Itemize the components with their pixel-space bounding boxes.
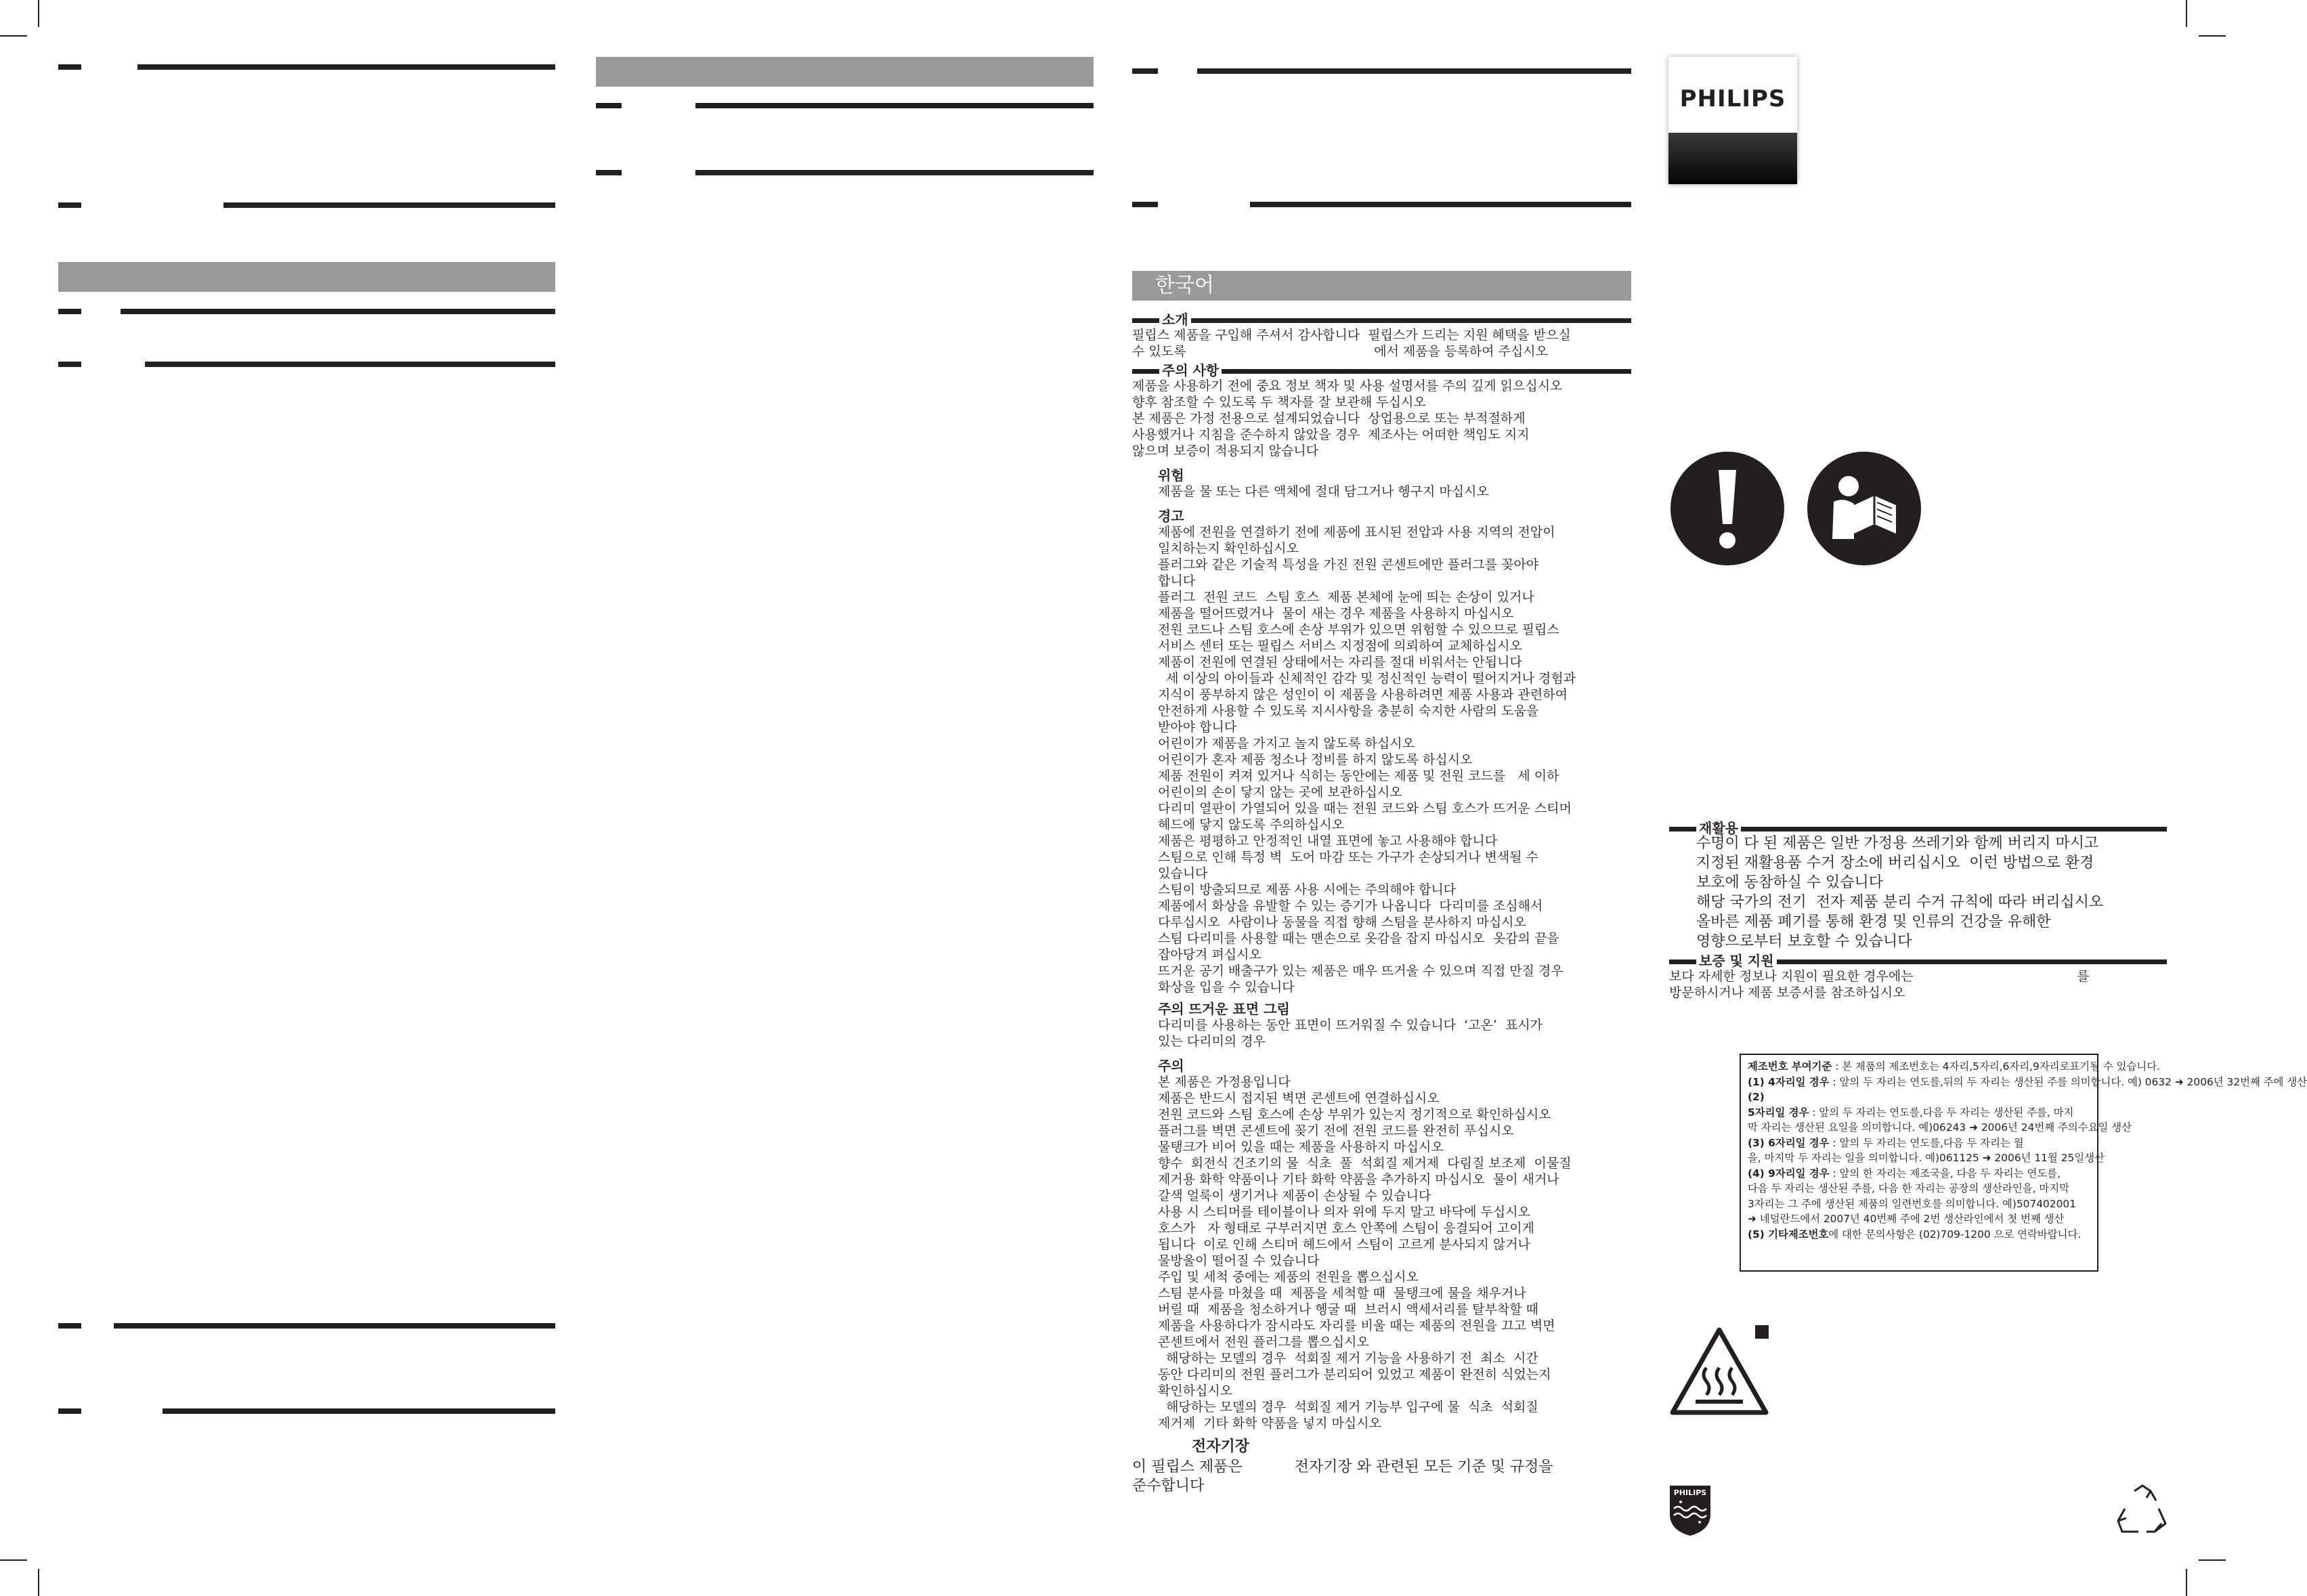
crop-mark <box>0 35 27 37</box>
section-recycling <box>1669 821 2167 836</box>
caution-line: 제거제 기타 화학 약품을 넣지 마십시오 <box>1158 1416 1381 1431</box>
recycling-line: 올바른 제품 폐기를 통해 환경 및 인류의 건강을 유해한 <box>1696 913 2051 930</box>
caution-line: 전원 코드와 스팀 호스에 손상 부위가 있는지 정기적으로 확인하십시오 <box>1158 1107 1551 1122</box>
caution-line: 버릴 때 제품을 청소하거나 헹굴 때 브러시 액세서리를 탈부착할 때 <box>1158 1302 1538 1317</box>
placeholder-rule <box>223 202 555 208</box>
recycling-line: 보호에 동참하실 수 있습니다 <box>1696 874 1884 891</box>
production-code-bold: (5) 기타제조번호 <box>1748 1228 1829 1241</box>
warning-line: 스팀으로 인해 특정 벽 도어 마감 또는 가구가 손상되거나 변색될 수 <box>1158 850 1538 865</box>
recycle-icon <box>2114 1483 2171 1537</box>
production-code-line <box>1748 1090 2090 1105</box>
caution-line: 동안 다리미의 전원 플러그가 분리되어 있었고 제품이 완전히 식었는지 <box>1158 1367 1551 1382</box>
caution-line: 제품을 사용하다가 잠시라도 자리를 비울 때는 제품의 전원을 끄고 벽면 <box>1158 1318 1555 1333</box>
section-title: 소개 <box>1159 312 1191 327</box>
intro-line: 필립스 제품을 구입해 주셔서 감사합니다 필립스가 드리는 지원 혜택을 받으실 <box>1132 328 1571 343</box>
hot-surface-line: 다리미를 사용하는 동안 표면이 뜨거워질 수 있습니다 ‘고온’ 표시가 <box>1158 1018 1543 1033</box>
emf-title: 전자기장 <box>1192 1438 1250 1455</box>
warning-line: 안전하게 사용할 수 있도록 지시사항을 충분히 숙지한 사람의 도움을 <box>1158 704 1539 718</box>
production-code-line <box>1748 1150 2105 1166</box>
section-title: 주의 사항 <box>1159 363 1222 378</box>
placeholder-tag <box>58 362 81 367</box>
danger-title: 위험 <box>1158 467 1184 483</box>
caution-line: 물방울이 떨어질 수 있습니다 <box>1158 1253 1320 1268</box>
production-code-text: ➜ 네덜란드에서 2007년 40번째 주에 2번 생산라인에서 첫 번째 생산 <box>1748 1213 2065 1225</box>
caution-line: 됩니다 이로 인해 스티머 헤드에서 스팀이 고르게 분사되지 않거나 <box>1158 1237 1530 1252</box>
production-code-box <box>1740 1054 2307 1272</box>
crop-mark <box>38 1569 39 1596</box>
philips-shield-icon <box>1667 1483 1713 1537</box>
caution-line: 갈색 얼룩이 생기거나 제품이 손상될 수 있습니다 <box>1158 1188 1431 1203</box>
warning-line: 세 이상의 아이들과 신체적인 감각 및 정신적인 능력이 떨어지거나 경험과 <box>1158 671 1576 686</box>
placeholder-rule <box>163 1408 555 1414</box>
warning-line: 일치하는지 확인하십시오 <box>1158 541 1299 556</box>
brand-wordmark: PHILIPS <box>1679 85 1786 112</box>
production-code-bold: (4) 9자리일 경우 <box>1748 1167 1830 1180</box>
placeholder-tag <box>596 103 622 108</box>
placeholder-rule <box>1197 68 1631 74</box>
production-code-text: : 앞의 한 자리는 제조국을, 다음 두 자리는 연도를, <box>1829 1167 2061 1180</box>
placeholder-tag <box>58 309 81 314</box>
hot-surface-line: 있는 다리미의 경우 <box>1158 1034 1266 1049</box>
important-line: 제품을 사용하기 전에 중요 정보 책자 및 사용 설명서를 주의 깊게 읽으십시오 <box>1132 379 1563 393</box>
crop-mark <box>38 0 39 27</box>
warning-line: 어린이가 혼자 제품 청소나 정비를 하지 않도록 하십시오 <box>1158 752 1473 767</box>
placeholder-tag <box>58 64 81 70</box>
warning-line: 어린이의 손이 닿지 않는 곳에 보관하십시오 <box>1158 785 1402 800</box>
production-code-text: : 본 제품의 제조번호는 4자리,5자리,6자리,9자리로 <box>1832 1060 2070 1073</box>
crop-mark <box>2199 1559 2226 1561</box>
warning-line: 제품은 평평하고 안정적인 내열 표면에 놓고 사용해야 합니다 <box>1158 834 1498 848</box>
warning-line: 잡아당겨 펴십시오 <box>1158 947 1262 962</box>
warning-line: 스팀이 방출되므로 제품 사용 시에는 주의해야 합니다 <box>1158 882 1457 897</box>
warning-line: 제품을 떨어뜨렸거나 물이 새는 경우 제품을 사용하지 마십시오 <box>1158 606 1514 621</box>
section-intro <box>1132 312 1631 327</box>
warning-line: 플러그 전원 코드 스팀 호스 제품 본체에 눈에 띄는 손상이 있거나 <box>1158 590 1534 605</box>
production-code-bold: (1) 4자리일 경우 <box>1748 1075 1830 1088</box>
caution-line: 해당하는 모델의 경우 석회질 제거 기능을 사용하기 전 최소 시간 <box>1158 1351 1538 1366</box>
warning-line: 다루십시오 사람이나 동물을 직접 향해 스팀을 분사하지 마십시오 <box>1158 915 1526 930</box>
warning-line: 제품이 전원에 연결된 상태에서는 자리를 절대 비워서는 안됩니다 <box>1158 655 1522 670</box>
placeholder-rule <box>695 170 1094 175</box>
production-code-text: 을, 마지막 두 자리는 일을 의미합니다. 예)061125 ➜ 2006년 11월 25일 <box>1748 1152 2085 1164</box>
production-code-line <box>1748 1059 2161 1075</box>
production-code-text: 리는 생산된 주를 의미합니다. 예) 0632 ➜ 2006년 32번째 주에 생산 <box>1990 1075 2307 1088</box>
caution-line: 주입 및 세척 중에는 제품의 전원을 뽑으십시오 <box>1158 1270 1419 1285</box>
production-code-text: : 앞의 두 자리는 연도를,뒤의 두 자 <box>1829 1075 1991 1088</box>
important-line: 사용했거나 지침을 준수하지 않았을 경우 제조사는 어떠한 책임도 지지 <box>1132 427 1530 442</box>
warning-line: 제품에 전원을 연결하기 전에 제품에 표시된 전압과 사용 지역의 전압이 <box>1158 525 1555 540</box>
warning-line: 스팀 다리미를 사용할 때는 맨손으로 옷감을 잡지 마십시오 옷감의 끝을 <box>1158 931 1559 946</box>
caution-line: 확인하십시오 <box>1158 1383 1233 1398</box>
section-important <box>1132 363 1631 378</box>
warranty-line: 보다 자세한 정보나 지원이 필요한 경우에는 를 <box>1669 969 2090 984</box>
production-code-line <box>1748 1120 2132 1136</box>
important-line: 않으며 보증이 적용되지 않습니다 <box>1132 444 1319 458</box>
warning-icon <box>1670 451 1785 566</box>
section-title: 재활용 <box>1696 821 1741 836</box>
recycling-line: 수명이 다 된 제품은 일반 가정용 쓰레기와 함께 버리지 마시고 <box>1696 835 2099 852</box>
language-header: 한국어 <box>1132 271 1631 301</box>
placeholder-rule <box>695 103 1094 108</box>
caution-line: 제거용 화학 약품이나 기타 화학 약품을 추가하지 마십시오 물이 새거나 <box>1158 1172 1559 1187</box>
warranty-line: 방문하시거나 제품 보증서를 참조하십시오 <box>1669 985 1905 1000</box>
warning-line: 뜨거운 공기 배출구가 있는 제품은 매우 뜨거울 수 있으며 직접 만질 경우 <box>1158 964 1564 978</box>
production-code-line <box>1748 1196 2090 1212</box>
caution-line: 스팀 분사를 마쳤을 때 제품을 세척할 때 물탱크에 물을 채우거나 <box>1158 1286 1526 1301</box>
placeholder-tag <box>1132 68 1158 74</box>
warning-line: 어린이가 제품을 가지고 놀지 않도록 하십시오 <box>1158 736 1415 751</box>
caution-line: 콘센트에서 전원 플러그를 뽑으십시오 <box>1158 1335 1369 1350</box>
placeholder-tag <box>58 1323 81 1329</box>
section-title: 보증 및 지원 <box>1696 953 1777 968</box>
read-manual-icon <box>1807 451 1922 566</box>
warning-line: 플러그와 같은 기술적 특성을 가진 전원 콘센트에만 플러그를 꽂아야 <box>1158 557 1539 572</box>
production-code-line <box>1748 1181 2090 1196</box>
caution-line: 사용 시 스티머를 테이블이나 의자 위에 두지 말고 바닥에 두십시오 <box>1158 1205 1530 1220</box>
caution-line: 호스가 자 형태로 구부러지면 호스 안쪽에 스팀이 응결되어 고이게 <box>1158 1221 1534 1236</box>
production-code-line <box>1748 1105 2090 1121</box>
placeholder-tag <box>58 202 81 208</box>
recycling-line: 지정된 재활용품 수거 장소에 버리십시오 이런 방법으로 환경 <box>1696 855 2094 871</box>
caution-title: 주의 <box>1158 1058 1184 1074</box>
warning-line: 제품에서 화상을 유발할 수 있는 증기가 나옵니다 다리미를 조심해서 <box>1158 899 1543 913</box>
important-line: 본 제품은 가정 전용으로 설계되었습니다 상업용으로 또는 부적절하게 <box>1132 411 1526 426</box>
caution-line: 해당하는 모델의 경우 석회질 제거 기능부 입구에 물 식초 석회질 <box>1158 1400 1538 1415</box>
hot-surface-title: 주의 뜨거운 표면 그림 <box>1158 1001 1290 1017</box>
warning-title: 경고 <box>1158 508 1184 524</box>
recycling-line: 영향으로부터 보호할 수 있습니다 <box>1696 933 1912 950</box>
production-code-line <box>1748 1136 2090 1151</box>
crop-mark <box>2199 35 2226 37</box>
warning-line: 받아야 합니다 <box>1158 720 1237 735</box>
production-code-line <box>1748 1166 2090 1182</box>
placeholder-rule <box>1250 202 1631 207</box>
emf-line: 준수합니다 <box>1132 1478 1205 1494</box>
placeholder-tag <box>1132 202 1158 207</box>
hot-surface-icon <box>1668 1326 1770 1418</box>
production-code-text: 표기될 수 있습니다. <box>2069 1060 2161 1073</box>
crop-mark <box>2186 0 2187 27</box>
placeholder-tag <box>596 170 622 175</box>
production-code-line <box>1748 1227 2090 1243</box>
warning-line: 헤드에 닿지 않도록 주의하십시오 <box>1158 817 1345 832</box>
caution-line: 물탱크가 비어 있을 때는 제품을 사용하지 마십시오 <box>1158 1140 1444 1155</box>
warning-line: 다리미 열판이 가열되어 있을 때는 전원 코드와 스팀 호스가 뜨거운 스티머 <box>1158 801 1572 816</box>
warning-line: 전원 코드나 스팀 호스에 손상 부위가 있으면 위험할 수 있으므로 필립스 <box>1158 622 1559 637</box>
production-code-bold: 제조번호 부여기준 <box>1748 1060 1832 1073</box>
recycling-line: 해당 국가의 전기 전자 제품 분리 수거 규칙에 따라 버리십시오 <box>1696 894 2104 911</box>
production-code-line <box>1748 1075 2307 1090</box>
warning-line: 지식이 풍부하지 않은 성인이 이 제품을 사용하려면 제품 사용과 관련하여 <box>1158 687 1568 702</box>
intro-line: 수 있도록 에서 제품을 등록하여 주십시오 <box>1132 344 1548 359</box>
production-code-text: 수요일 생산 <box>2077 1121 2132 1134</box>
danger-line: 제품을 물 또는 다른 액체에 절대 담그거나 헹구지 마십시오 <box>1158 484 1489 499</box>
production-code-bold: (3) 6자리일 경우 <box>1748 1136 1830 1149</box>
crop-mark <box>0 1559 27 1561</box>
crop-mark <box>2186 1569 2187 1596</box>
placeholder-rule <box>114 1323 555 1329</box>
placeholder-rule <box>121 309 555 314</box>
production-code-bold: (2) <box>1748 1091 1765 1103</box>
svg-text:PHILIPS: PHILIPS <box>1673 1488 1707 1497</box>
placeholder-header-band <box>596 57 1094 87</box>
production-code-text: 다음 두 자리는 생산된 주를, 다음 한 자리는 공장의 생산라인을, 마지막 <box>1748 1182 2069 1194</box>
important-line: 향후 참조할 수 있도록 두 책자를 잘 보관해 두십시오 <box>1132 395 1426 410</box>
placeholder-tag <box>58 1408 81 1414</box>
production-code-text: : 앞의 두 자리는 연도를,다음 두 자리는 월 <box>1829 1136 2024 1149</box>
caution-line: 플러그를 벽면 콘센트에 꽂기 전에 전원 코드를 완전히 푸십시오 <box>1158 1123 1514 1138</box>
caution-line: 본 제품은 가정용입니다 <box>1158 1075 1291 1090</box>
production-code-text: 생산 <box>2084 1152 2105 1164</box>
caution-line: 향수 회전식 건조기의 물 식초 풀 석회질 제거제 다림질 보조제 이물질 <box>1158 1156 1572 1171</box>
warning-line: 화상을 입을 수 있습니다 <box>1158 980 1295 995</box>
production-code-text: 에 대한 문의사항은 (02)709-1200 으로 연락바랍니다. <box>1828 1228 2082 1241</box>
production-code-text: 막 자리는 생산된 요일을 의미합니다. 예)06243 ➜ 2006년 24번째 주의 <box>1748 1121 2078 1134</box>
warning-line: 있습니다 <box>1158 866 1208 881</box>
placeholder-rule <box>145 362 555 367</box>
production-code-line <box>1748 1211 2090 1227</box>
placeholder-header-band <box>58 262 555 292</box>
production-code-bold: 5자리일 경우 <box>1748 1106 1809 1119</box>
emf-line: 이 필립스 제품은 전자기장 와 관련된 모든 기준 및 규정을 <box>1132 1459 1553 1475</box>
philips-logo <box>1668 57 1797 184</box>
caution-line: 제품은 반드시 접지된 벽면 콘센트에 연결하십시오 <box>1158 1091 1440 1106</box>
warning-line: 제품 전원이 켜져 있거나 식히는 동안에는 제품 및 전원 코드를 세 이하 <box>1158 769 1559 783</box>
warning-line: 합니다 <box>1158 574 1196 588</box>
section-warranty <box>1669 953 2167 968</box>
production-code-text: : 앞의 두 자리는 연도를,다음 두 자리는 생산된 주를, 마지 <box>1809 1106 2074 1119</box>
warning-line: 서비스 센터 또는 필립스 서비스 지정점에 의뢰하여 교체하십시오 <box>1158 639 1522 653</box>
placeholder-rule <box>137 64 555 70</box>
production-code-text: 3자리는 그 주에 생산된 제품의 일련번호를 의미합니다. 예)507402001 <box>1748 1197 2077 1210</box>
